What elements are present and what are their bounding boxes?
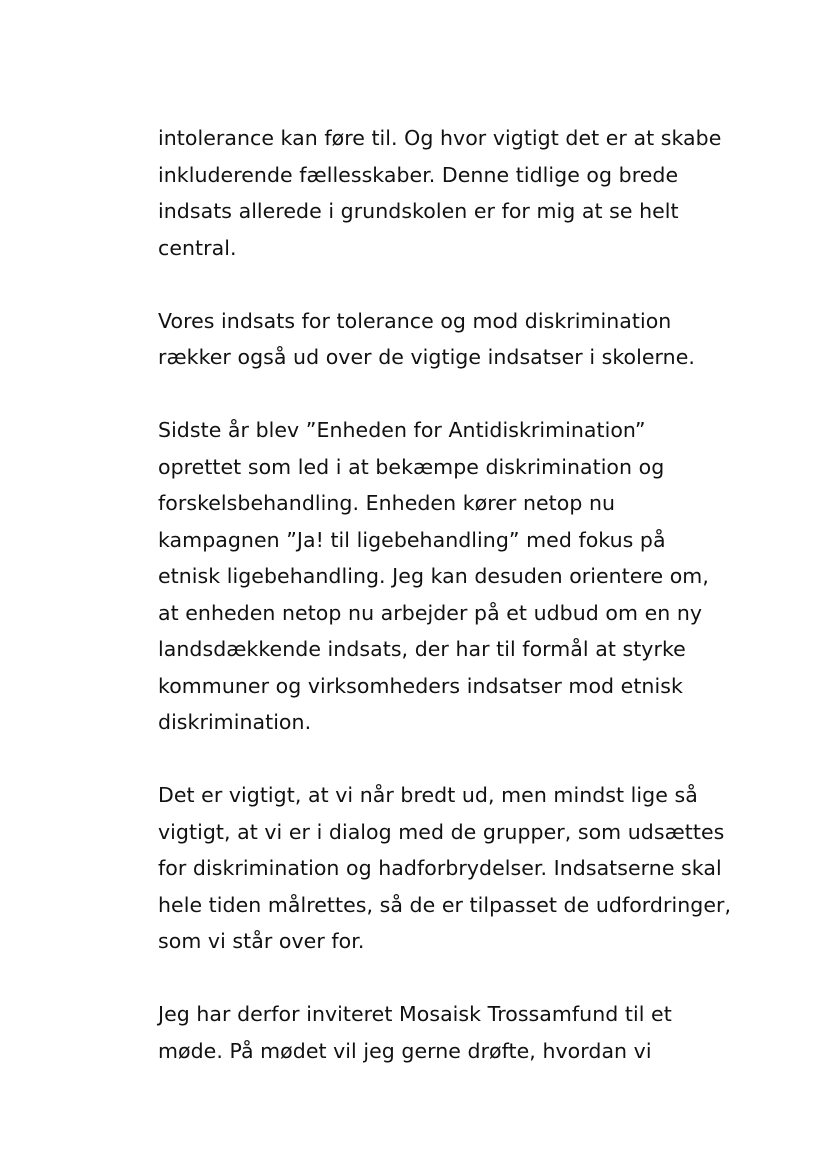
text-line: diskrimination. <box>158 710 312 734</box>
text-line: møde. På mødet vil jeg gerne drøfte, hvordan vi <box>158 1038 652 1063</box>
paragraph-1 <box>158 120 758 266</box>
text-line: indsats allerede i grundskolen er for mig at se helt <box>158 199 679 223</box>
text-line: vigtigt, at vi er i dialog med de grupper, som udsættes <box>158 819 725 844</box>
paragraph-2 <box>158 303 758 376</box>
text-line: Vores indsats for tolerance og mod diskrimination <box>158 308 672 333</box>
text-line: kommuner og virksomheders indsatser mod etnisk <box>158 673 683 698</box>
text-line: Jeg har derfor inviteret Mosaisk Trossamfund til et <box>158 1002 672 1026</box>
text-line: kampagnen ”Ja! til ligebehandling” med fokus på <box>158 527 666 552</box>
text-line: at enheden netop nu arbejder på et udbud om en ny <box>158 600 703 625</box>
paragraph-3 <box>158 412 758 741</box>
text-line: inkluderende fællesskaber. Denne tidlige og brede <box>158 162 679 187</box>
text-line: central. <box>158 235 237 260</box>
text-line: rækker også ud over de vigtige indsatser i skolerne. <box>158 345 695 369</box>
text-line: hele tiden målrettes, så de er tilpasset de udfordringer, <box>158 892 732 917</box>
paragraph-4 <box>158 777 758 960</box>
text-line: Det er vigtigt, at vi når bredt ud, men mindst lige så <box>158 783 698 807</box>
text-line: intolerance kan føre til. Og hvor vigtigt det er at skabe <box>158 126 722 150</box>
text-line: forskelsbehandling. Enheden kører netop nu <box>158 491 616 515</box>
document-body <box>158 120 758 1106</box>
text-line: Sidste år blev ”Enheden for Antidiskrimination” <box>158 418 646 442</box>
text-line: for diskrimination og hadforbrydelser. Indsatserne skal <box>158 856 722 880</box>
text-line: landsdækkende indsats, der har til formål at styrke <box>158 637 686 661</box>
paragraph-5 <box>158 996 758 1069</box>
text-line: etnisk ligebehandling. Jeg kan desuden orientere om, <box>158 564 709 588</box>
text-line: som vi står over for. <box>158 929 365 953</box>
text-line: oprettet som led i at bekæmpe diskrimination og <box>158 454 665 479</box>
